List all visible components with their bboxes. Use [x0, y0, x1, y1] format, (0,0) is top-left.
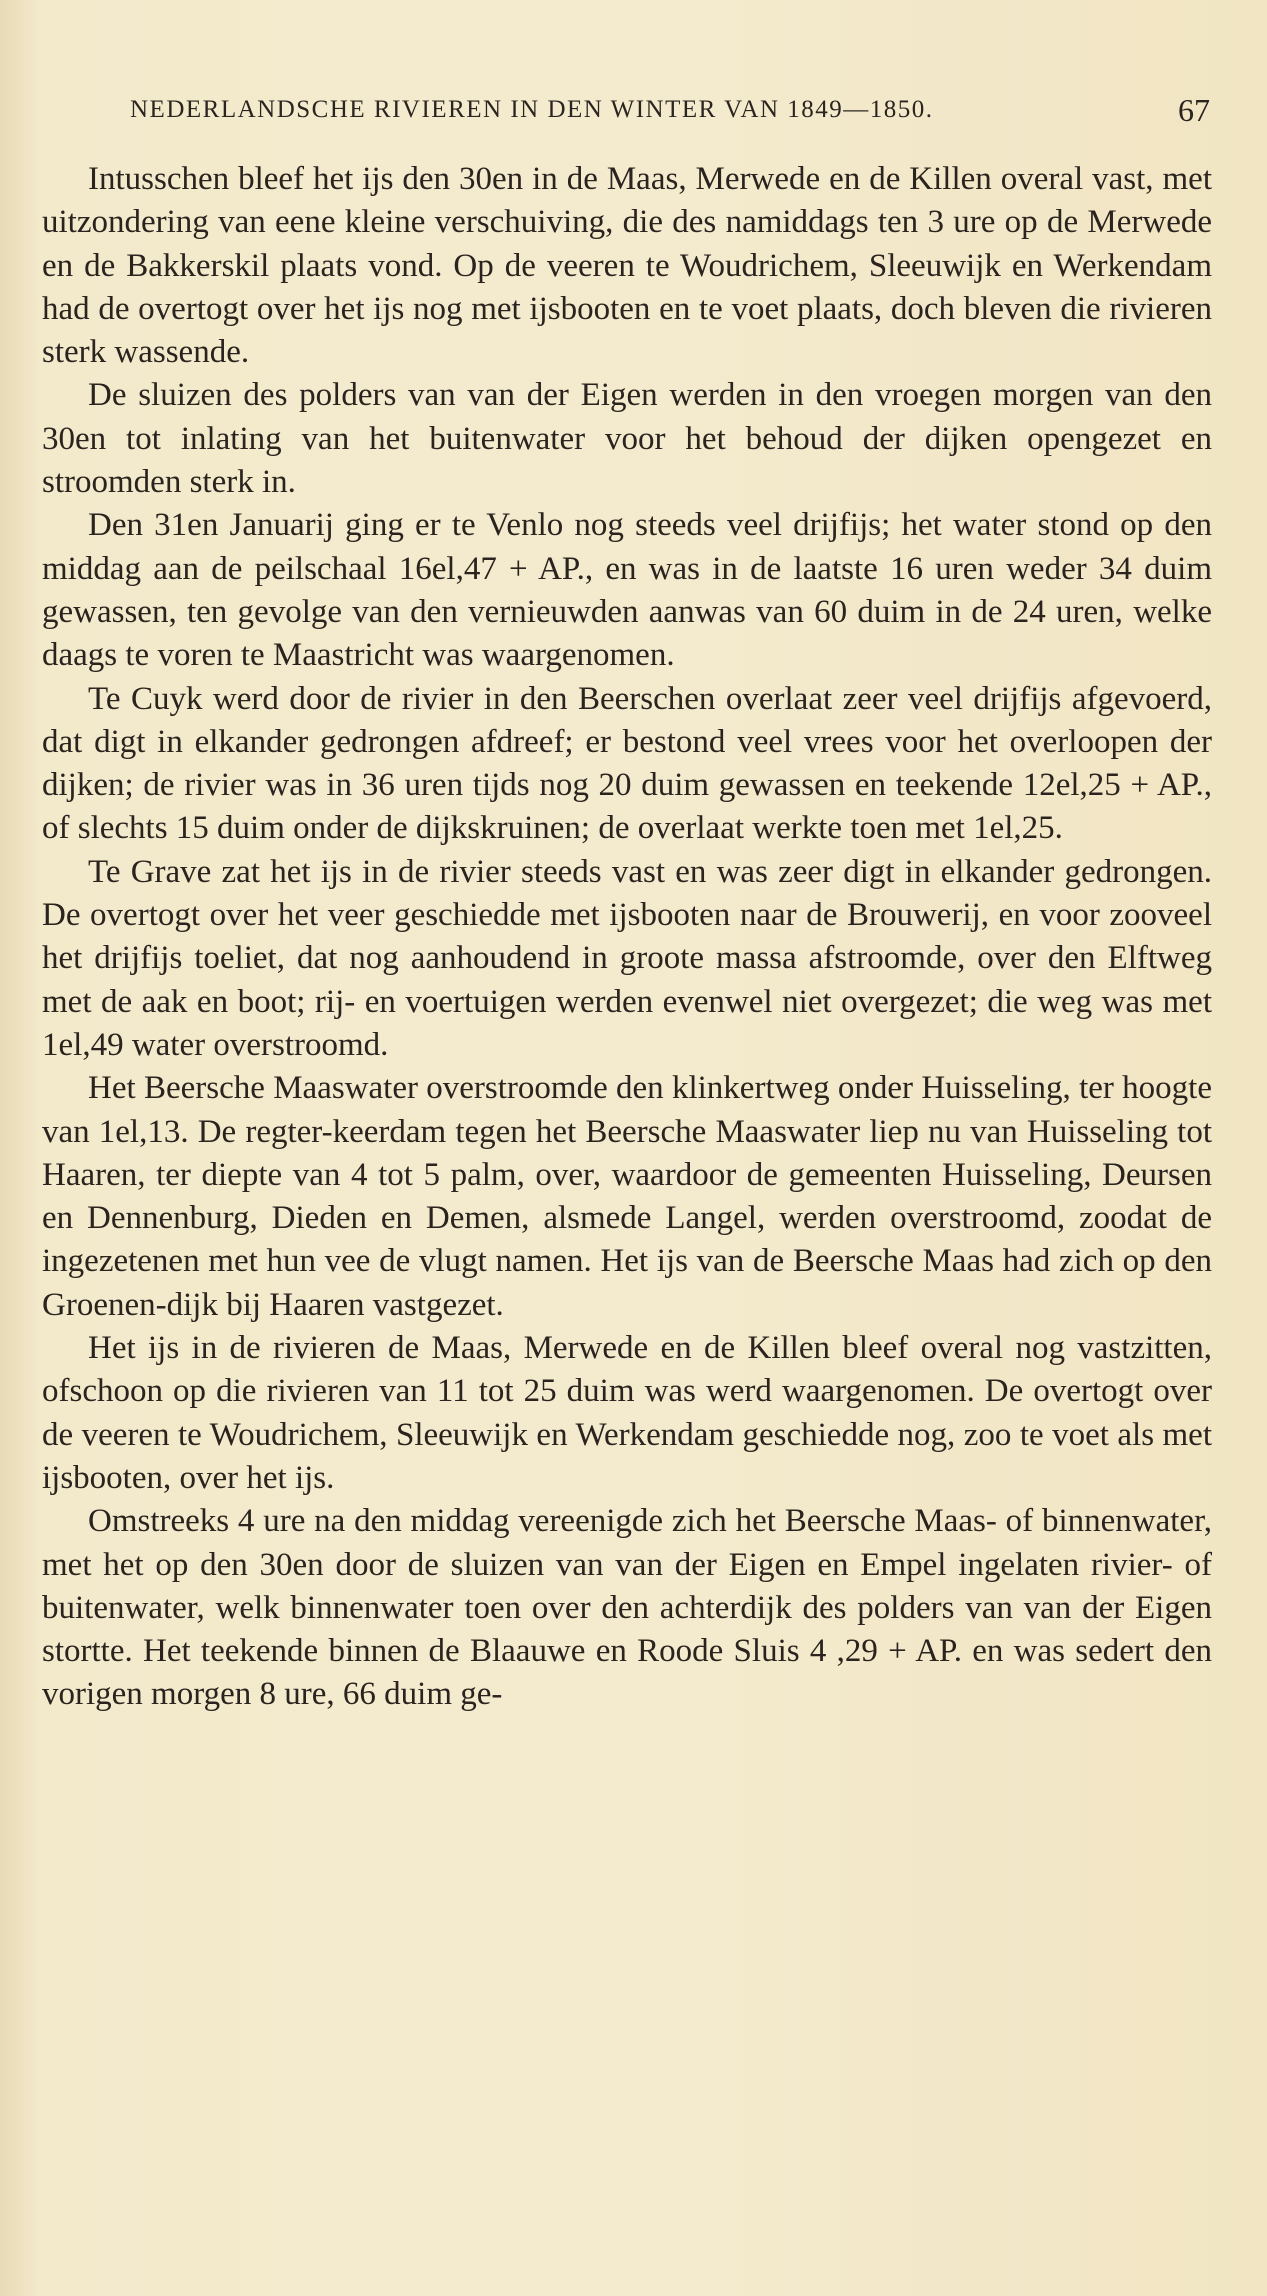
paragraph: Omstreeks 4 ure na den middag vereenigde zich het Beersche Maas- of binnenwater, met het op den 30en door de sluizen van van der Eigen en Empel ingelaten rivier- of buitenwater, welk binnenwater toen over den achterdijk des polders van van der Eigen stortte. Het teekende binnen de Blaauwe en Roode Sluis 4 ,29 + AP. en was sedert den vorigen morgen 8 ure, 66 duim ge-	[42, 1503, 1212, 1713]
paragraph: De sluizen des polders van van der Eigen werden in den vroegen morgen van den 30en tot inlating van het buitenwater voor het behoud der dijken opengezet en stroomden sterk in.	[42, 377, 1212, 501]
page-header	[130, 92, 1210, 132]
paragraph: Intusschen bleef het ijs den 30en in de Maas, Merwede en de Killen overal vast, met uitzondering van eene kleine verschuiving, die des namiddags ten 3 ure op de Merwede en de Bakkerskil plaats vond. Op de veeren te Woudrichem, Sleeuwijk en Werkendam had de overtogt over het ijs nog met ijsbooten en te voet plaats, doch bleven die rivieren sterk wassende.	[42, 161, 1212, 371]
paragraph: Den 31en Januarij ging er te Venlo nog steeds veel drijfijs; het water stond op den middag aan de peilschaal 16el,47 + AP., en was in de laatste 16 uren weder 34 duim gewassen, ten gevolge van den vernieuwden aanwas van 60 duim in de 24 uren, welke daags te voren te Maastricht was waargenomen.	[42, 507, 1212, 674]
page-number: 67	[1178, 92, 1210, 128]
paragraph: Te Grave zat het ijs in de rivier steeds vast en was zeer digt in elkander gedrongen. De overtogt over het veer geschiedde met ijsbooten naar de Brouwerij, en voor zooveel het drijfijs toeliet, dat nog aanhoudend in groote massa afstroomde, over den Elftweg met de aak en boot; rij- en voertuigen werden evenwel niet overgezet; die weg was met 1el,49 water overstroomd.	[42, 853, 1212, 1063]
body-text	[42, 158, 1212, 1717]
paragraph: Te Cuyk werd door de rivier in den Beerschen overlaat zeer veel drijfijs afgevoerd, dat digt in elkander gedrongen afdreef; er bestond veel vrees voor het overloopen der dijken; de rivier was in 36 uren tijds nog 20 duim gewassen en teekende 12el,25 + AP., of slechts 15 duim onder de dijkskruinen; de overlaat werkte toen met 1el,25.	[42, 680, 1212, 847]
running-head: NEDERLANDSCHE RIVIEREN IN DEN WINTER VAN 1849—1850.	[130, 96, 934, 123]
paragraph: Het ijs in de rivieren de Maas, Merwede en de Killen bleef overal nog vastzitten, ofschoon op die rivieren van 11 tot 25 duim was werd waargenomen. De overtogt over de veeren te Woudrichem, Sleeuwijk en Werkendam geschiedde nog, zoo te voet als met ijsbooten, over het ijs.	[42, 1330, 1212, 1496]
paragraph: Het Beersche Maaswater overstroomde den klinkertweg onder Huisseling, ter hoogte van 1el,13. De regter-keerdam tegen het Beersche Maaswater liep nu van Huisseling tot Haaren, ter diepte van 4 tot 5 palm, over, waardoor de gemeenten Huisseling, Deursen en Dennenburg, Dieden en Demen, alsmede Langel, werden overstroomd, zoodat de ingezetenen met hun vee de vlugt namen. Het ijs van de Beersche Maas had zich op den Groenen-dijk bij Haaren vastgezet.	[42, 1070, 1212, 1323]
